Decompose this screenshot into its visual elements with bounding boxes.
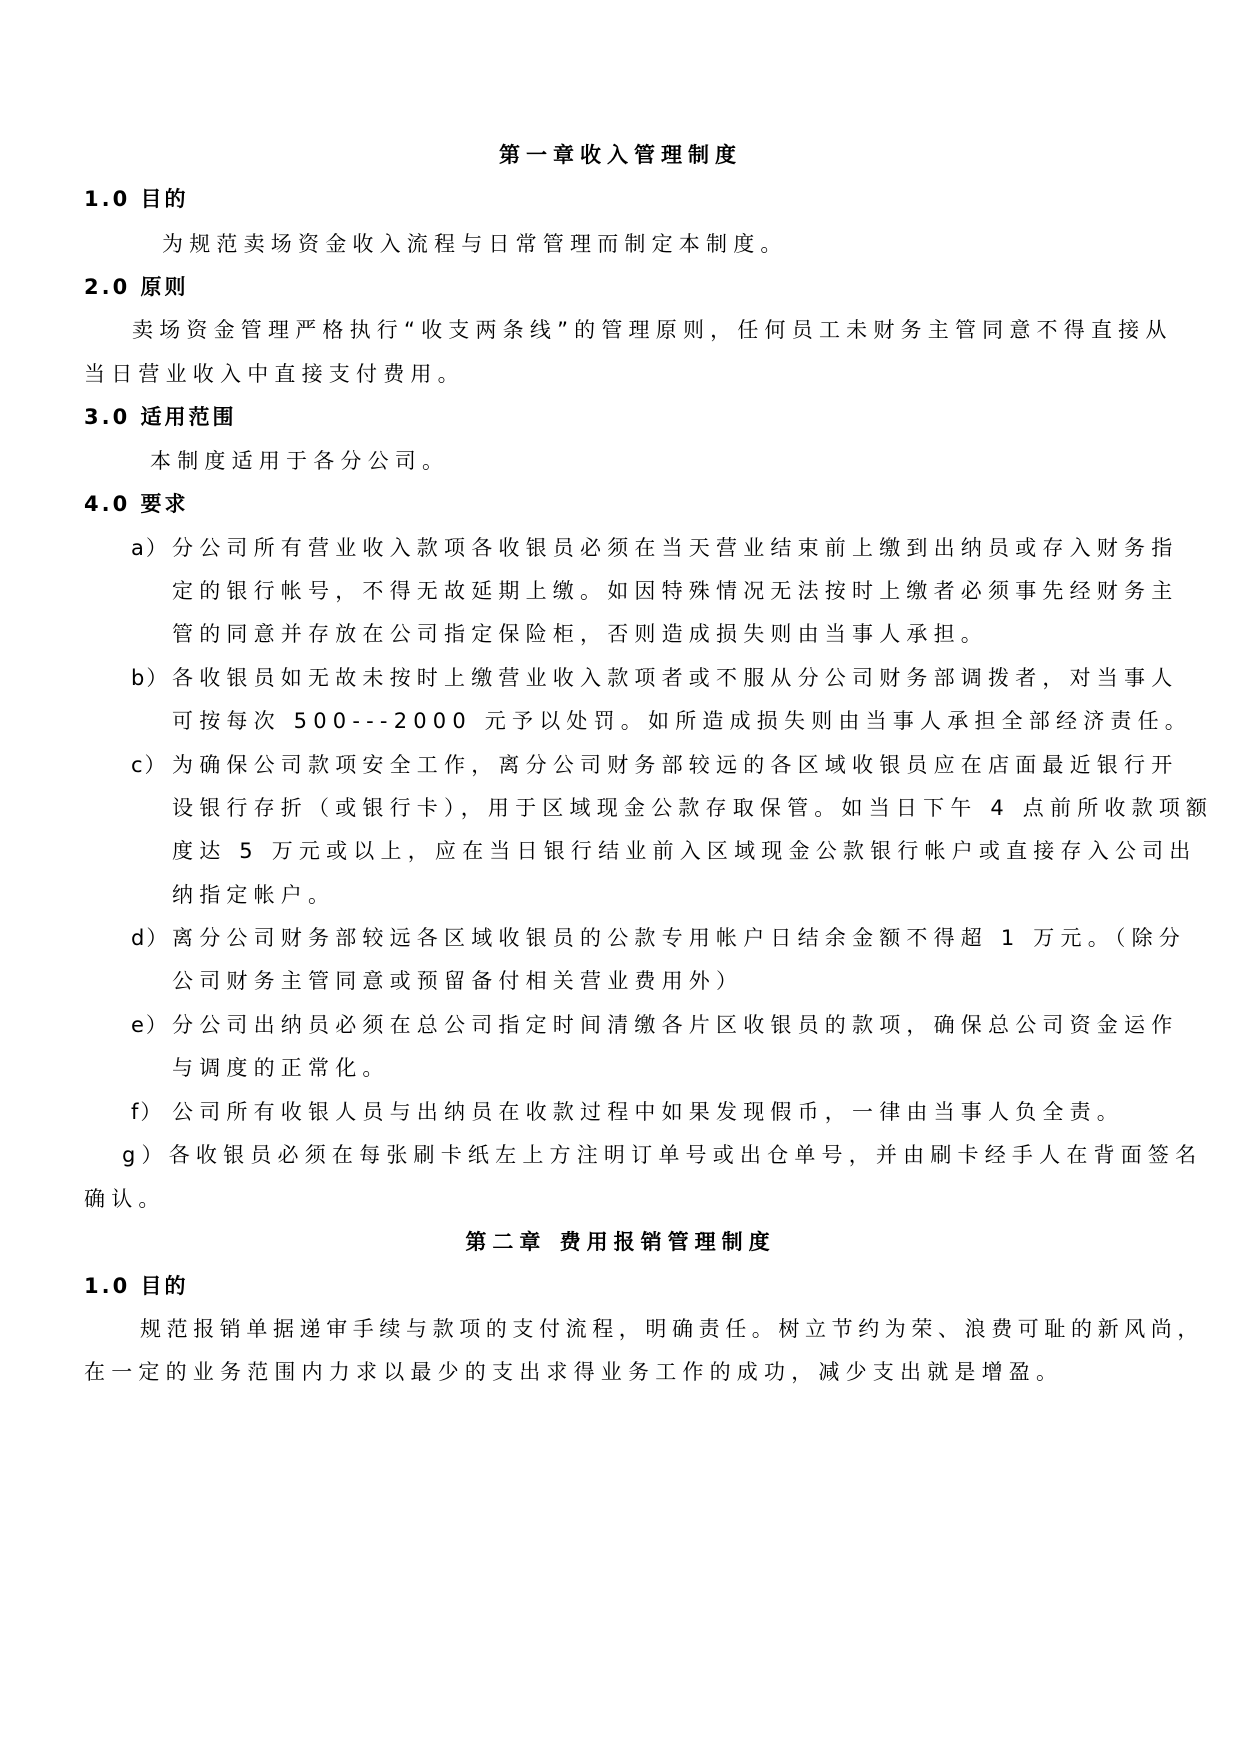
- item-e-label: e）: [131, 1013, 169, 1037]
- item-d-label: d）: [131, 926, 170, 950]
- item-c-line2: 设银行存折（或银行卡），用于区域现金公款存取保管。如当日下午 4 点前所收款项额: [172, 796, 1214, 820]
- item-f-label: f）: [131, 1100, 164, 1124]
- section4-heading: 4.0 要求: [84, 492, 189, 516]
- chapter2-section1-line2: 在一定的业务范围内力求以最少的支出求得业务工作的成功，减少支出就是增盈。: [84, 1360, 1064, 1384]
- section2-line1: 卖场资金管理严格执行“收支两条线”的管理原则，任何员工未财务主管同意不得直接从: [132, 318, 1173, 342]
- chapter2-section1-heading: 1.0 目的: [84, 1274, 189, 1298]
- item-c-line1: 为确保公司款项安全工作，离分公司财务部较远的各区域收银员应在店面最近银行开: [172, 753, 1179, 777]
- item-d-line2: 公司财务主管同意或预留备付相关营业费用外）: [172, 969, 744, 993]
- item-b-label: b）: [131, 666, 170, 690]
- item-b-line2: 可按每次 500---2000 元予以处罚。如所造成损失则由当事人承担全部经济责任。: [172, 709, 1193, 733]
- item-a-line1: 分公司所有营业收入款项各收银员必须在当天营业结束前上缴到出纳员或存入财务指: [172, 536, 1179, 560]
- section3-text: 本制度适用于各分公司。: [150, 449, 450, 473]
- item-a-line2: 定的银行帐号，不得无故延期上缴。如因特殊情况无法按时上缴者必须事先经财务主: [172, 579, 1179, 603]
- item-c-line4: 纳指定帐户。: [172, 883, 336, 907]
- section3-heading: 3.0 适用范围: [84, 405, 237, 429]
- item-a-label: a）: [131, 536, 169, 560]
- item-g-line1: g）各收银员必须在每张刷卡纸左上方注明订单号或出仓单号，并由刷卡经手人在背面签名: [122, 1143, 1203, 1167]
- item-f-line1: 公司所有收银人员与出纳员在收款过程中如果发现假币，一律由当事人负全责。: [172, 1100, 1124, 1124]
- item-e-line2: 与调度的正常化。: [172, 1056, 390, 1080]
- item-c-label: c）: [131, 753, 168, 777]
- section2-line2: 当日营业收入中直接支付费用。: [84, 362, 465, 386]
- item-g-line2: 确认。: [84, 1187, 166, 1211]
- item-c-line3: 度达 5 万元或以上，应在当日银行结业前入区域现金公款银行帐户或直接存入公司出: [172, 839, 1197, 863]
- chapter2-title: 第二章 费用报销管理制度: [465, 1230, 776, 1254]
- item-d-line1: 离分公司财务部较远各区域收银员的公款专用帐户日结余金额不得超 1 万元。（除分: [172, 926, 1187, 950]
- chapter1-title: 第一章收入管理制度: [499, 143, 742, 167]
- item-b-line1: 各收银员如无故未按时上缴营业收入款项者或不服从分公司财务部调拨者，对当事人: [172, 666, 1179, 690]
- section2-heading: 2.0 原则: [84, 275, 189, 299]
- chapter2-section1-line1: 规范报销单据递审手续与款项的支付流程，明确责任。树立节约为荣、浪费可耻的新风尚，: [140, 1317, 1204, 1341]
- section1-text: 为规范卖场资金收入流程与日常管理而制定本制度。: [162, 232, 788, 256]
- item-e-line1: 分公司出纳员必须在总公司指定时间清缴各片区收银员的款项，确保总公司资金运作: [172, 1013, 1179, 1037]
- section1-heading: 1.0 目的: [84, 187, 189, 211]
- item-a-line3: 管的同意并存放在公司指定保险柜，否则造成损失则由当事人承担。: [172, 622, 988, 646]
